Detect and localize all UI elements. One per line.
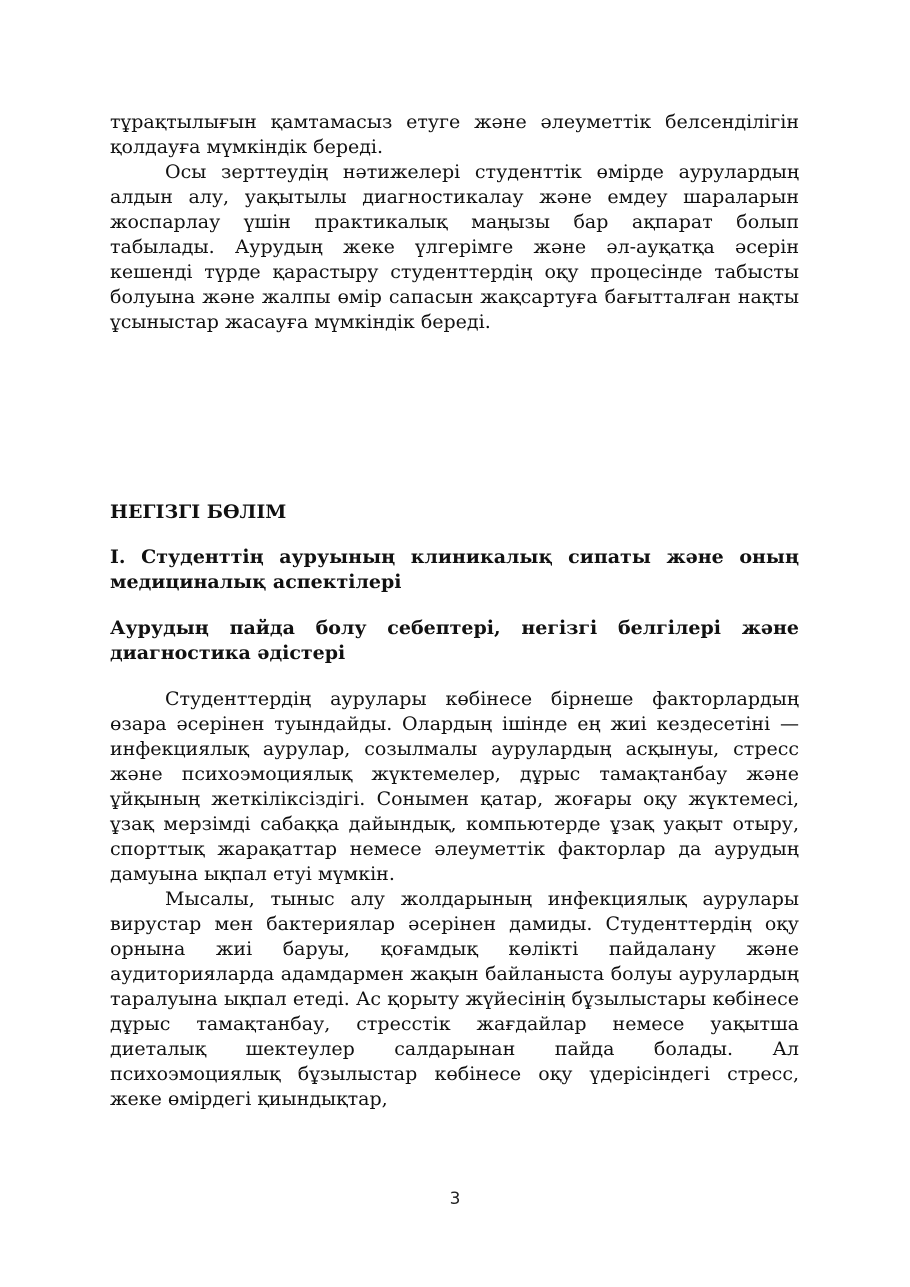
page-gap <box>110 335 799 500</box>
document-page <box>110 110 799 1112</box>
intro-paragraph-results: Осы зерттеудің нәтижелері студенттік өмірде аурулардың алдын алу, уақытылы диагностикалау және емдеу шараларын жоспарлау үшін практикалық маңызы бар ақпарат болып табылады. Аурудың жеке үлгерімге және әл-ауқатқа әсерін кешенді түрде қарастыру студенттердің оқу процесінде табысты болуына және жалпы өмір сапасын жақсартуға бағытталған нақты ұсыныстар жасауға мүмкіндік береді. <box>110 161 799 333</box>
body-paragraph-examples: Мысалы, тыныс алу жолдарының инфекциялық аурулары вирустар мен бактериялар әсерінен дамиды. Студенттердің оқу орнына жиі баруы, қоғамдық көлікті пайдалану және аудиторияларда адамдармен жақын байланыста болуы аурулардың таралуына ықпал етеді. Ас қорыту жүйесінің бұзылыстары көбінесе дұрыс тамақтанбау, стресстік жағдайлар немесе уақытша диеталық шектеулер салдарынан пайда болады. Ал психоэмоциялық бұзылыстар көбінесе оқу үдерісіндегі стресс, жеке өмірдегі қиындықтар, <box>110 888 799 1110</box>
section-heading: I. Студенттің ауруының клиникалық сипаты және оның медициналық аспектілері <box>110 546 799 593</box>
intro-paragraph-continuation: тұрақтылығын қамтамасыз етуге және әлеуметтік белсенділігін қолдауға мүмкіндік береді. <box>110 111 799 158</box>
main-part-heading: НЕГІЗГІ БӨЛІМ <box>110 501 287 523</box>
subsection-heading: Аурудың пайда болу себептері, негізгі белгілері және диагностика әдістері <box>110 617 799 664</box>
page-number: 3 <box>449 1189 461 1209</box>
body-paragraph-causes: Студенттердің аурулары көбінесе бірнеше факторлардың өзара әсерінен туындайды. Олардың ішінде ең жиі кездесетіні — инфекциялық аурулар, созылмалы аурулардың асқынуы, стресс және психоэмоциялық жүктемелер, дұрыс тамақтанбау және ұйқының жеткіліксіздігі. Сонымен қатар, жоғары оқу жүктемесі, ұзақ мерзімді сабаққа дайындық, компьютерде ұзақ уақыт отыру, спорттық жарақаттар немесе әлеуметтік факторлар да аурудың дамуына ықпал етуі мүмкін. <box>110 688 799 885</box>
